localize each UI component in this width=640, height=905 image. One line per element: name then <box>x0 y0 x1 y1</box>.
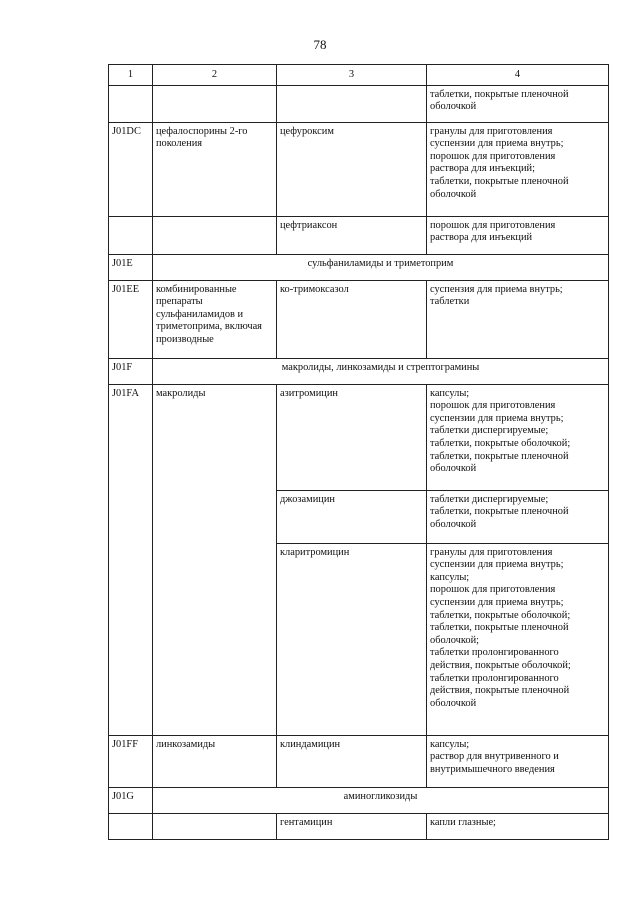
forms-cell <box>427 735 609 787</box>
form-line: таблетки, покрытые пленочной <box>430 88 569 100</box>
group-heading-cell: аминогликозиды <box>153 787 609 813</box>
form-line: капли глазные; <box>430 816 496 828</box>
atc-code-cell: J01E <box>109 254 153 280</box>
group-cell <box>153 813 277 839</box>
form-line: таблетки, покрытые пленочной <box>430 506 569 518</box>
form-line: порошок для приготовления <box>430 219 556 231</box>
drug-cell: цефтриаксон <box>277 216 427 254</box>
atc-code-cell: J01FF <box>109 735 153 787</box>
forms-cell <box>427 280 609 358</box>
drug-cell: цефуроксим <box>277 122 427 216</box>
table-row <box>109 122 609 216</box>
drug-cell <box>277 85 427 122</box>
group-heading-cell: макролиды, линкозамиды и стрептограмины <box>153 358 609 384</box>
form-line: порошок для приготовления <box>430 150 556 162</box>
form-line: внутримышечного введения <box>430 763 555 775</box>
form-line: таблетки <box>430 296 470 308</box>
form-line: порошок для приготовления <box>430 584 556 596</box>
form-line: таблетки диспергируемые; <box>430 425 549 437</box>
atc-code-cell: J01F <box>109 358 153 384</box>
form-line: гранулы для приготовления <box>430 546 553 558</box>
form-line: таблетки, покрытые пленочной <box>430 622 569 634</box>
drug-cell: кларитромицин <box>277 543 427 735</box>
table-row <box>109 254 609 280</box>
group-cell <box>153 85 277 122</box>
form-line: таблетки пролонгированного <box>430 672 559 684</box>
table-row <box>109 216 609 254</box>
group-heading-cell: сульфаниламиды и триметоприм <box>153 254 609 280</box>
drug-cell: джозамицин <box>277 490 427 543</box>
form-line: суспензии для приема внутрь; <box>430 138 564 150</box>
group-cell: линкозамиды <box>153 735 277 787</box>
drug-cell: ко-тримоксазол <box>277 280 427 358</box>
form-line: оболочкой <box>430 101 477 113</box>
form-line: порошок для приготовления <box>430 400 556 412</box>
group-cell: комбинированные препараты сульфаниламидов и триметоприма, включая производные <box>153 280 277 358</box>
table-row <box>109 85 609 122</box>
forms-cell <box>427 543 609 735</box>
group-cell: макролиды <box>153 384 277 735</box>
form-line: раствора для инъекций; <box>430 163 535 175</box>
forms-cell <box>427 813 609 839</box>
form-line: суспензия для приема внутрь; <box>430 283 563 295</box>
form-line: оболочкой <box>430 463 477 475</box>
form-line: оболочкой <box>430 518 477 530</box>
form-line: оболочкой <box>430 697 477 709</box>
header-row <box>109 65 609 86</box>
table-row <box>109 384 609 490</box>
atc-code-cell <box>109 813 153 839</box>
group-cell: цефалоспорины 2-го поколения <box>153 122 277 216</box>
form-line: таблетки пролонгированного <box>430 647 559 659</box>
atc-code-cell <box>109 216 153 254</box>
table-row <box>109 813 609 839</box>
drug-cell: гентамицин <box>277 813 427 839</box>
atc-code-cell: J01EE <box>109 280 153 358</box>
drug-cell: клиндамицин <box>277 735 427 787</box>
column-header: 1 <box>109 65 153 86</box>
atc-code-cell: J01FA <box>109 384 153 735</box>
forms-cell <box>427 85 609 122</box>
forms-cell <box>427 490 609 543</box>
atc-code-cell: J01G <box>109 787 153 813</box>
column-header: 3 <box>277 65 427 86</box>
forms-cell <box>427 384 609 490</box>
table-row <box>109 787 609 813</box>
form-line: суспензии для приема внутрь; <box>430 559 564 571</box>
form-line: таблетки, покрытые оболочкой; <box>430 437 571 449</box>
drug-cell: азитромицин <box>277 384 427 490</box>
atc-code-cell <box>109 85 153 122</box>
group-cell <box>153 216 277 254</box>
forms-cell <box>427 122 609 216</box>
form-line: раствора для инъекций <box>430 232 533 244</box>
forms-cell <box>427 216 609 254</box>
form-line: таблетки диспергируемые; <box>430 493 549 505</box>
form-line: таблетки, покрытые пленочной <box>430 175 569 187</box>
form-line: оболочкой; <box>430 634 480 646</box>
form-line: действия, покрытые пленочной <box>430 685 570 697</box>
page-number: 78 <box>313 37 327 52</box>
form-line: капсулы; <box>430 571 470 583</box>
table-row <box>109 735 609 787</box>
form-line: гранулы для приготовления <box>430 125 553 137</box>
column-header: 2 <box>153 65 277 86</box>
form-line: суспензии для приема внутрь; <box>430 596 564 608</box>
form-line: суспензии для приема внутрь; <box>430 412 564 424</box>
drug-table <box>108 64 609 840</box>
form-line: капсулы; <box>430 387 470 399</box>
form-line: таблетки, покрытые пленочной <box>430 450 569 462</box>
form-line: капсулы; <box>430 738 470 750</box>
atc-code-cell: J01DC <box>109 122 153 216</box>
table-row <box>109 280 609 358</box>
column-header: 4 <box>427 65 609 86</box>
table-row <box>109 358 609 384</box>
form-line: таблетки, покрытые оболочкой; <box>430 609 571 621</box>
form-line: оболочкой <box>430 188 477 200</box>
form-line: раствор для внутривенного и <box>430 751 559 763</box>
form-line: действия, покрытые оболочкой; <box>430 659 571 671</box>
